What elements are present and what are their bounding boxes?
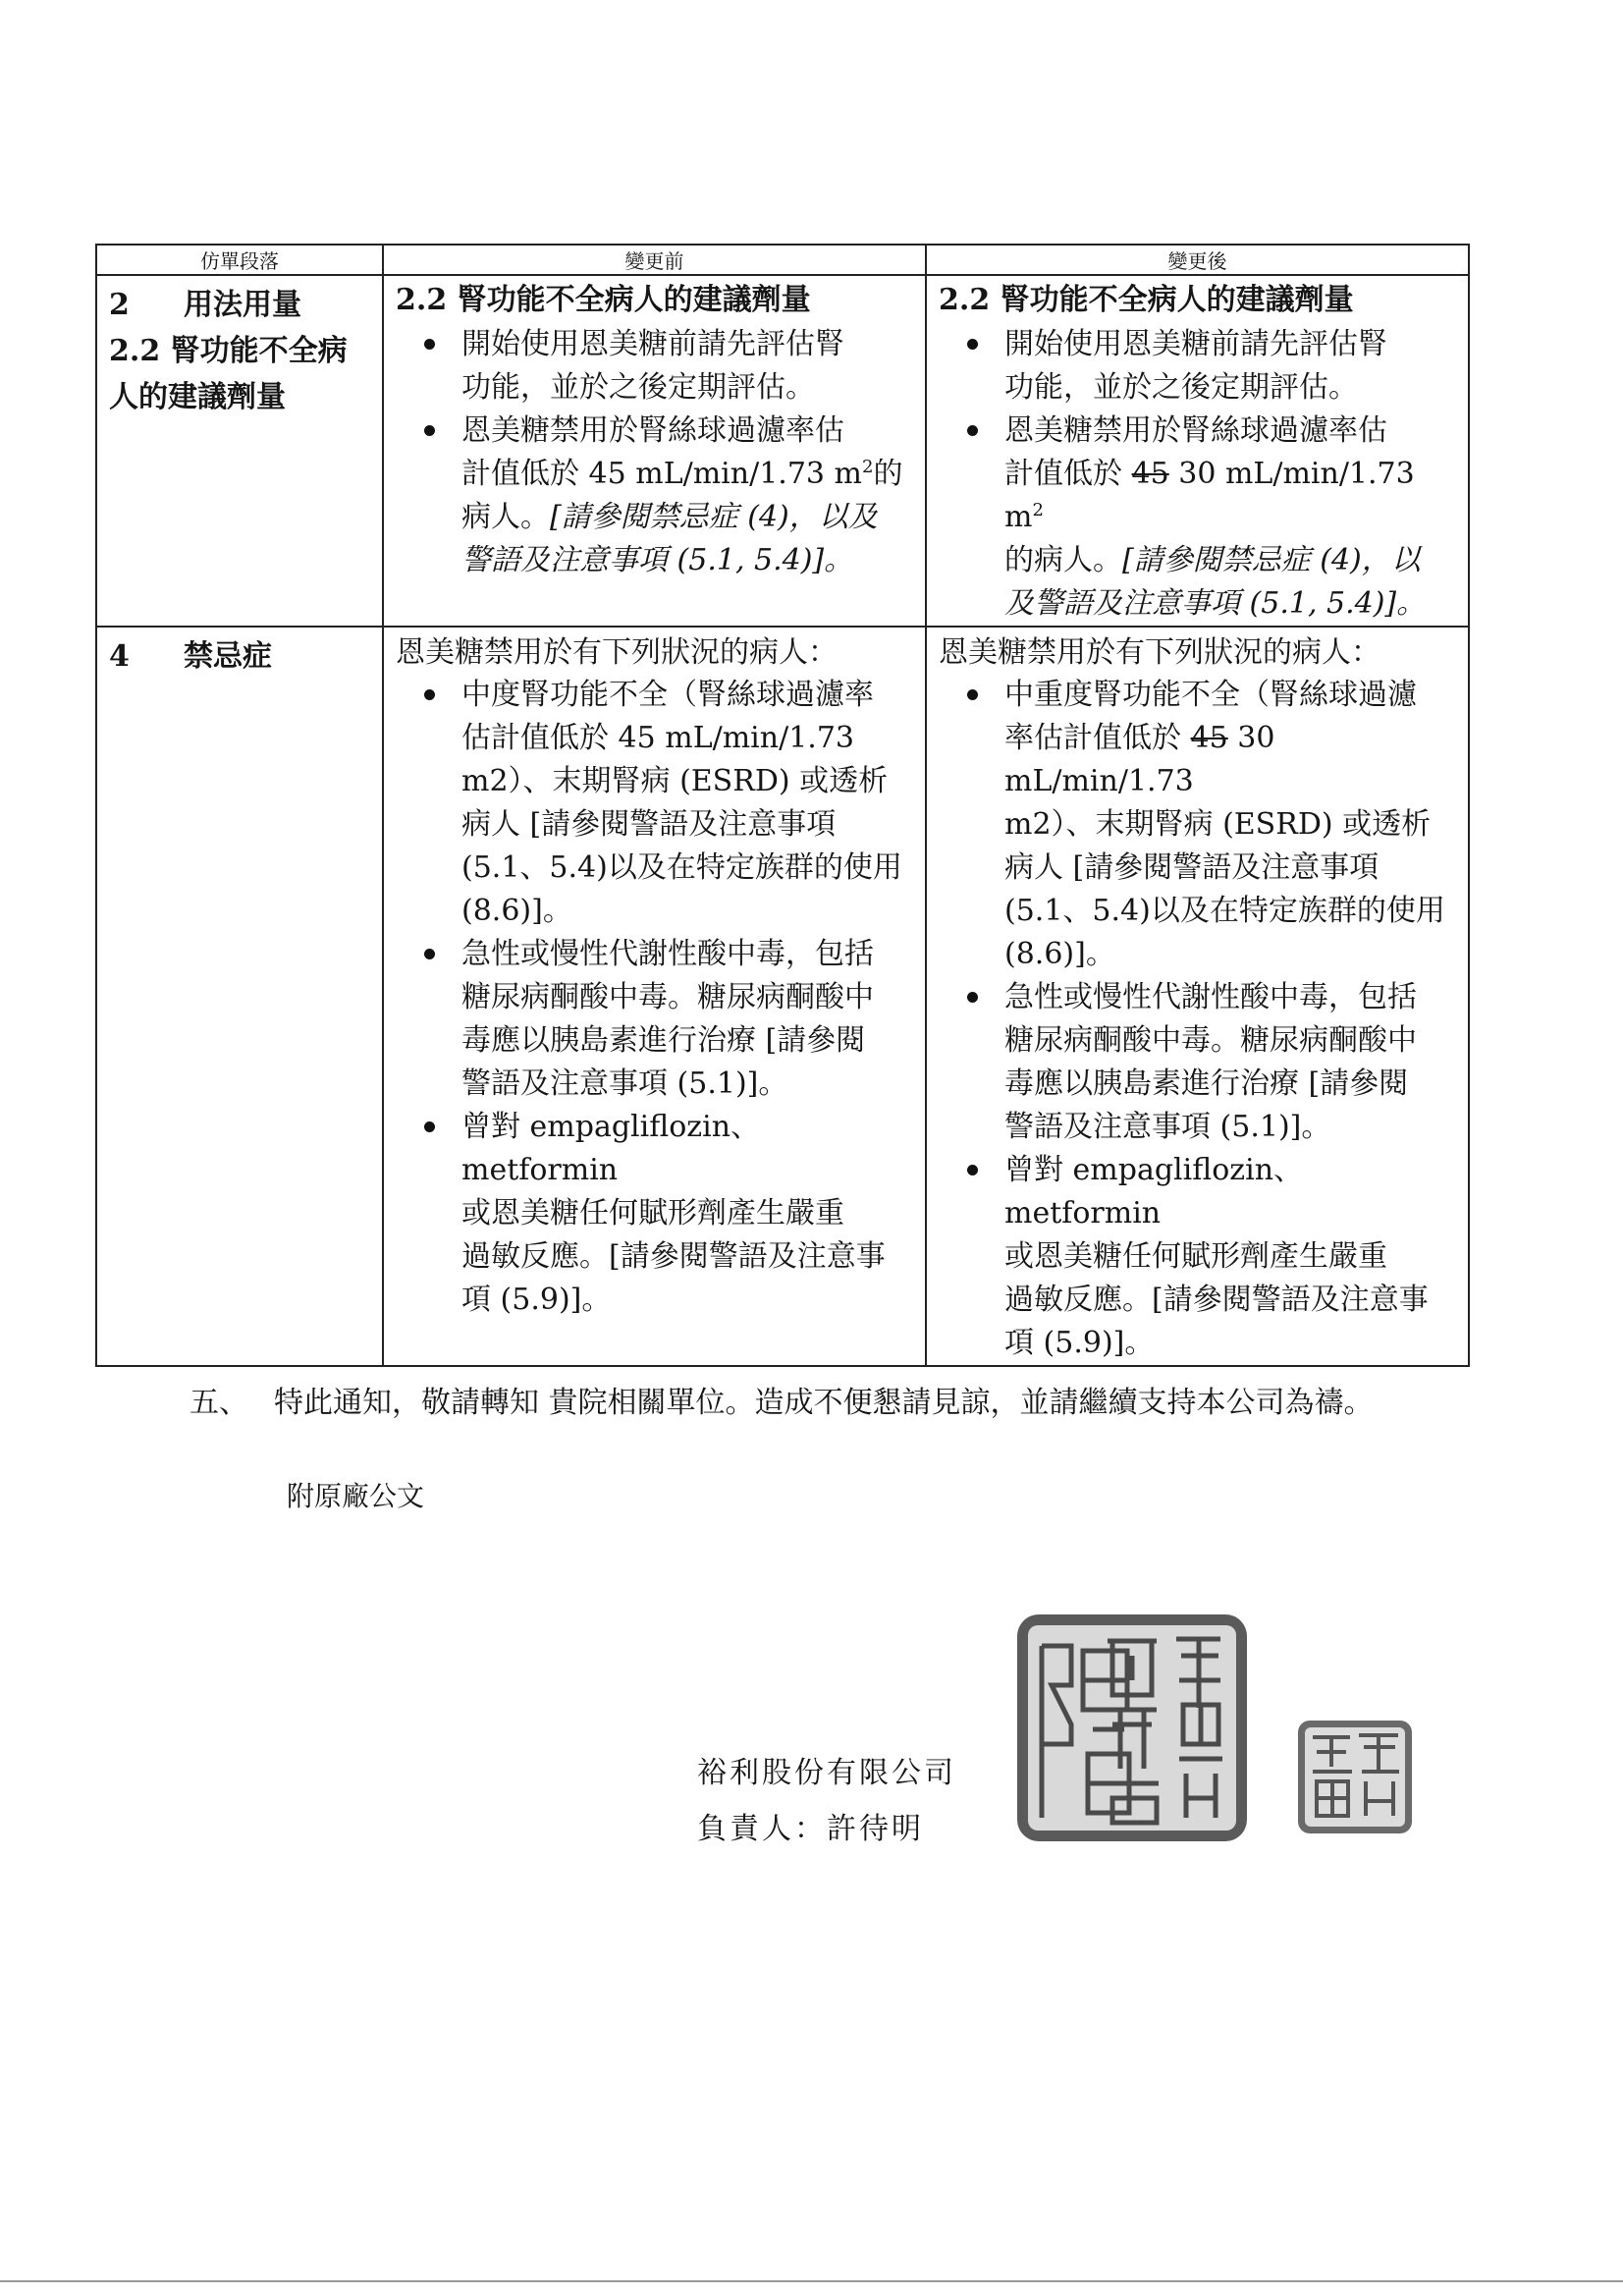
subsection-line: 2.2 腎功能不全病 <box>109 334 348 368</box>
header-section: 仿單段落 <box>96 245 383 275</box>
section-number: 4 <box>109 639 130 674</box>
notice-paragraph <box>189 1378 1374 1421</box>
company-seal <box>1014 1612 1250 1844</box>
header-after: 變更後 <box>926 245 1469 275</box>
representative-name: 負責人：許待明 <box>697 1812 924 1846</box>
section-number: 2 <box>109 288 130 322</box>
list-item <box>396 410 917 582</box>
cell-heading: 2.2 腎功能不全病人的建議劑量 <box>939 283 1354 317</box>
cell-intro: 恩美糖禁用於有下列狀況的病人： <box>396 635 838 670</box>
section-title: 用法用量 <box>184 288 301 322</box>
before-cell <box>383 275 926 627</box>
notice-text: 特此通知，敬請轉知 貴院相關單位。造成不便懇請見諒，並請繼續支持本公司為禱。 <box>274 1386 1374 1420</box>
cell-intro: 恩美糖禁用於有下列狀況的病人： <box>939 635 1380 670</box>
table-row <box>96 275 1469 627</box>
text-line: 功能，並於之後定期評估。 <box>461 370 815 405</box>
text-line: 計值低於 45 30 mL/min/1.73 $m^2$ <box>1004 457 1415 534</box>
list-item: 曾對 empagliflozin、 metformin 或恩美糖任何賦形劑產生嚴重 過敏反應。[請參閱警語及注意事 項 (5.9)]。 <box>396 1106 917 1322</box>
text-line: 功能，並於之後定期評估。 <box>1004 370 1358 405</box>
list-item <box>939 323 1460 410</box>
table-row <box>96 627 1469 1366</box>
page-bottom-rule <box>0 2280 1623 2282</box>
comparison-table <box>95 244 1470 1367</box>
text-line: 警語及注意事項 (5.1, 5.4)]。 <box>461 543 854 577</box>
deleted-value: 45 <box>1131 457 1169 491</box>
list-item: 急性或慢性代謝性酸中毒，包括 糖尿病酮酸中毒。糖尿病酮酸中 毒應以胰島素進行治療 [請參閱 警語及注意事項 (5.1)]。 <box>939 976 1460 1149</box>
table-header-row <box>96 245 1469 275</box>
after-cell <box>926 627 1469 1366</box>
list-item <box>396 323 917 410</box>
list-item: 曾對 empagliflozin、 metformin 或恩美糖任何賦形劑產生嚴重 過敏反應。[請參閱警語及注意事 項 (5.9)]。 <box>939 1149 1460 1365</box>
after-cell <box>926 275 1469 627</box>
header-before: 變更前 <box>383 245 926 275</box>
list-item <box>939 410 1460 626</box>
notice-label: 五、 <box>189 1386 248 1420</box>
before-cell <box>383 627 926 1366</box>
text-line: 的病人。[請參閱禁忌症 (4)，以 <box>1004 543 1421 577</box>
attachment-note: 附原廠公文 <box>287 1480 425 1512</box>
company-name: 裕利股份有限公司 <box>697 1756 956 1790</box>
text-line: 恩美糖禁用於腎絲球過濾率估 <box>461 413 844 448</box>
text-line: 計值低於 45 mL/min/1.73 $m^2$的 <box>461 457 903 491</box>
list-item: 中重度腎功能不全（腎絲球過濾 率估計值低於 45 30 mL/min/1.73 m2）、末期腎病 (ESRD) 或透析 病人 [請參閱警語及注意事項 (5.1、5.4)以及在特定族群的使用 (8.6)]。 <box>939 674 1460 976</box>
representative-seal <box>1295 1718 1415 1836</box>
text-line: 病人。[請參閱禁忌症 (4)，以及 <box>461 500 878 534</box>
section-title: 禁忌症 <box>184 639 272 674</box>
subsection-line: 人的建議劑量 <box>109 380 286 414</box>
deleted-value: 45 <box>1190 721 1228 755</box>
cell-heading: 2.2 腎功能不全病人的建議劑量 <box>396 283 811 317</box>
section-cell <box>96 275 383 627</box>
text-line: 開始使用恩美糖前請先評估腎 <box>1004 327 1387 361</box>
text-line: 及警語及注意事項 (5.1, 5.4)]。 <box>1004 586 1427 621</box>
text-line: 開始使用恩美糖前請先評估腎 <box>461 327 844 361</box>
section-cell <box>96 627 383 1366</box>
list-item: 急性或慢性代謝性酸中毒，包括 糖尿病酮酸中毒。糖尿病酮酸中 毒應以胰島素進行治療 [請參閱 警語及注意事項 (5.1)]。 <box>396 933 917 1106</box>
list-item: 中度腎功能不全（腎絲球過濾率 估計值低於 45 mL/min/1.73 m2）、末期腎病 (ESRD) 或透析 病人 [請參閱警語及注意事項 (5.1、5.4)以及在特定族群的使用 (8.6)]。 <box>396 674 917 933</box>
text-line: 恩美糖禁用於腎絲球過濾率估 <box>1004 413 1387 448</box>
